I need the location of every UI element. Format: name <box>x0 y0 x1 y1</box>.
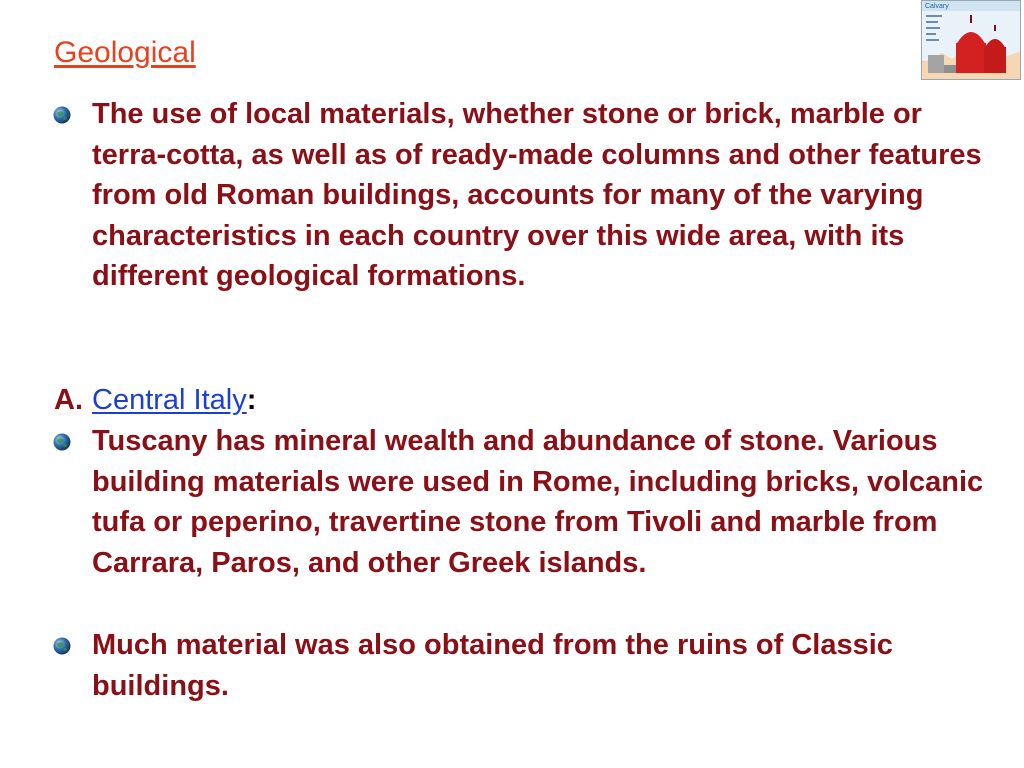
globe-bullet-icon <box>52 432 72 452</box>
bullet-text-local-materials: The use of local materials, whether stone or brick, marble or terra-cotta, as well as of ready-made columns and other features from old Roman buildings, accounts for many of the varying characteristics in each country over this wide area, with its different geological formations. <box>92 98 982 293</box>
globe-bullet-icon <box>52 105 72 125</box>
slide-title: Geological <box>54 36 196 69</box>
section-marker: A. <box>54 384 83 416</box>
calvary-thumbnail-image <box>921 0 1021 80</box>
central-italy-link[interactable]: Central Italy <box>92 384 247 416</box>
bullet-text-ruins: Much material was also obtained from the ruins of Classic buildings. <box>92 629 893 702</box>
section-heading <box>92 380 256 420</box>
bullet-text-tuscany: Tuscany has mineral wealth and abundance of stone. Various building materials were used in Rome, including bricks, volcanic tufa or peperino, travertine stone from Tivoli and marble from Carrara, Paros, and other Greek islands. <box>92 425 984 579</box>
calvary-illustration <box>922 1 1021 80</box>
section-colon: : <box>246 384 257 416</box>
thumbnail-caption: Calvary <box>925 3 949 10</box>
globe-bullet-icon <box>52 636 72 656</box>
